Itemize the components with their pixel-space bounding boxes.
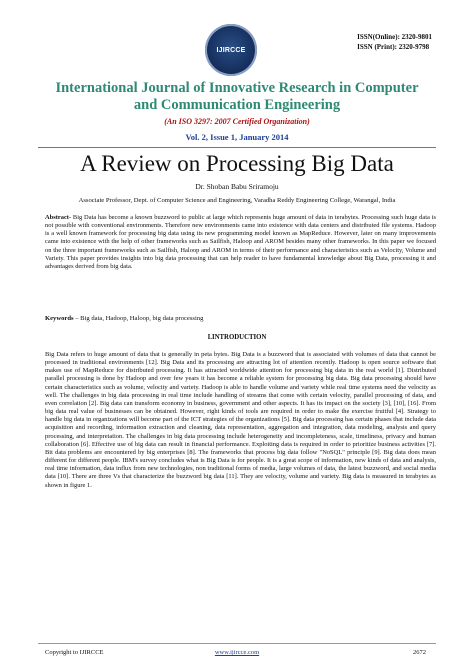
footer-divider [38, 643, 436, 644]
paper-title: A Review on Processing Big Data [80, 151, 394, 176]
introduction-paragraph: Big Data refers to huge amount of data that is generally in peta bytes. Big Data is a buzzword that is associated with volumes of data that cannot be processed in traditional environments [12]. Big Data and its processing are attracting lot of attention recently. Hadoop is open source software that makes use of MapReduce for distributed processing. It has attracted worldwide attention for processing big data in the real world [1]. Distributed parallel processing is done by Hadoop and over few years it has become a reliable system for processing big data. Big data processing should have certain characteristics such as volume, velocity and variety. Hadoop is able to handle volume and variety while real time systems need the velocity as well. The challenges in big data processing in real time include handling of streams that come with certain velocity, parallel processing of data, and even correlation [2]. Big data can transform economy in business, government and other aspects. It has its impact on the society [3], [10], [16]. From big data real value of businesses can be obtained. However, right kinds of tools are required in order to make the exercise fruitful [4]. Strategy to handle big data in organizations will become part of the ICT strategies of the organizations [5]. Big data processing has certain phases that include data acquisition and recording, information extraction and cleaning, data representation, aggregation and integration, data modeling, analysis and query processing, and interpretation. The challenges in big data processing include heterogeneity and incompleteness, scale, timeliness, privacy and human collaboration [6]. Effective use of big data can result in financial performance. Exploiting data is required in order to prioritize business activities [7]. Bit data problems are encountered by big enterprises [8]. The frameworks that process big data follow "NoSQL" principle [9]. Big data does mean different for different people. IBM's survey concludes what is Big Data is for people. It is a great scope of information, new kinds of data and analysis, real time information, data influx from new technologies, non traditional forms of media, large volumes of data, the latest buzzword, and social media data [10]. There are three Vs that characterize the buzzword big data [11]. They are velocity, volume and variety. Big data is measured in terabytes as shown in figure 1. [45, 351, 436, 489]
journal-logo [205, 24, 257, 76]
logo-text: IJIRCCE [216, 46, 246, 54]
author-affiliation: Associate Professor, Dept. of Computer Science and Engineering, Varadha Reddy Engineering College, Warangal, India [78, 197, 396, 204]
footer-copyright: Copyright to IJIRCCE [45, 649, 104, 656]
section-heading: I.INTRODUCTION [207, 334, 267, 341]
journal-title [20, 80, 454, 114]
journal-title-line2: and Communication Engineering [133, 97, 341, 113]
abstract-text: Big Data has become a known buzzword to public at large which represents huge amount of data in terabytes. Processing such huge data is not possible with conventional environments. Therefore new environments came into existence with data centers and distributed file systems. Hadoop is a well known framework for processing big data using its new programming model known as MapReduce. However, later on many improvements came into existence with the help of other frameworks such as Sailfish, Haloop and AROM besides many other frameworks. In this paper we focused on the three important frameworks such as Sailfish, Haloop and AROM in terms of their performance and characteristics such as Velocity, Volume and Variety. This paper provides insights into big data processing that can help reader to have fundamental knowledge about Big Data, processing it and advantages derived from big data. [45, 214, 436, 270]
issn-online: ISSN(Online): 2320-9801 [357, 33, 432, 41]
footer-website-link[interactable]: www.ijircce.com [214, 649, 260, 656]
abstract-label: Abstract- [45, 214, 72, 221]
journal-title-line1: International Journal of Innovative Research in Computer [55, 80, 419, 96]
keywords-text: – Big data, Hadoop, Haloop, big data processing [73, 315, 204, 322]
header-divider [38, 147, 436, 148]
page-number: 2672 [413, 649, 426, 656]
issn-block [357, 32, 432, 52]
volume-issue: Vol. 2, Issue 1, January 2014 [185, 132, 289, 142]
keywords-label: Keywords [45, 315, 74, 322]
keywords [45, 315, 436, 322]
abstract [45, 214, 436, 271]
iso-note: (An ISO 3297: 2007 Certified Organization) [164, 117, 310, 126]
issn-print: ISSN (Print): 2320-9798 [357, 43, 430, 51]
author-name: Dr. Shoban Babu Sriramoju [195, 182, 279, 191]
